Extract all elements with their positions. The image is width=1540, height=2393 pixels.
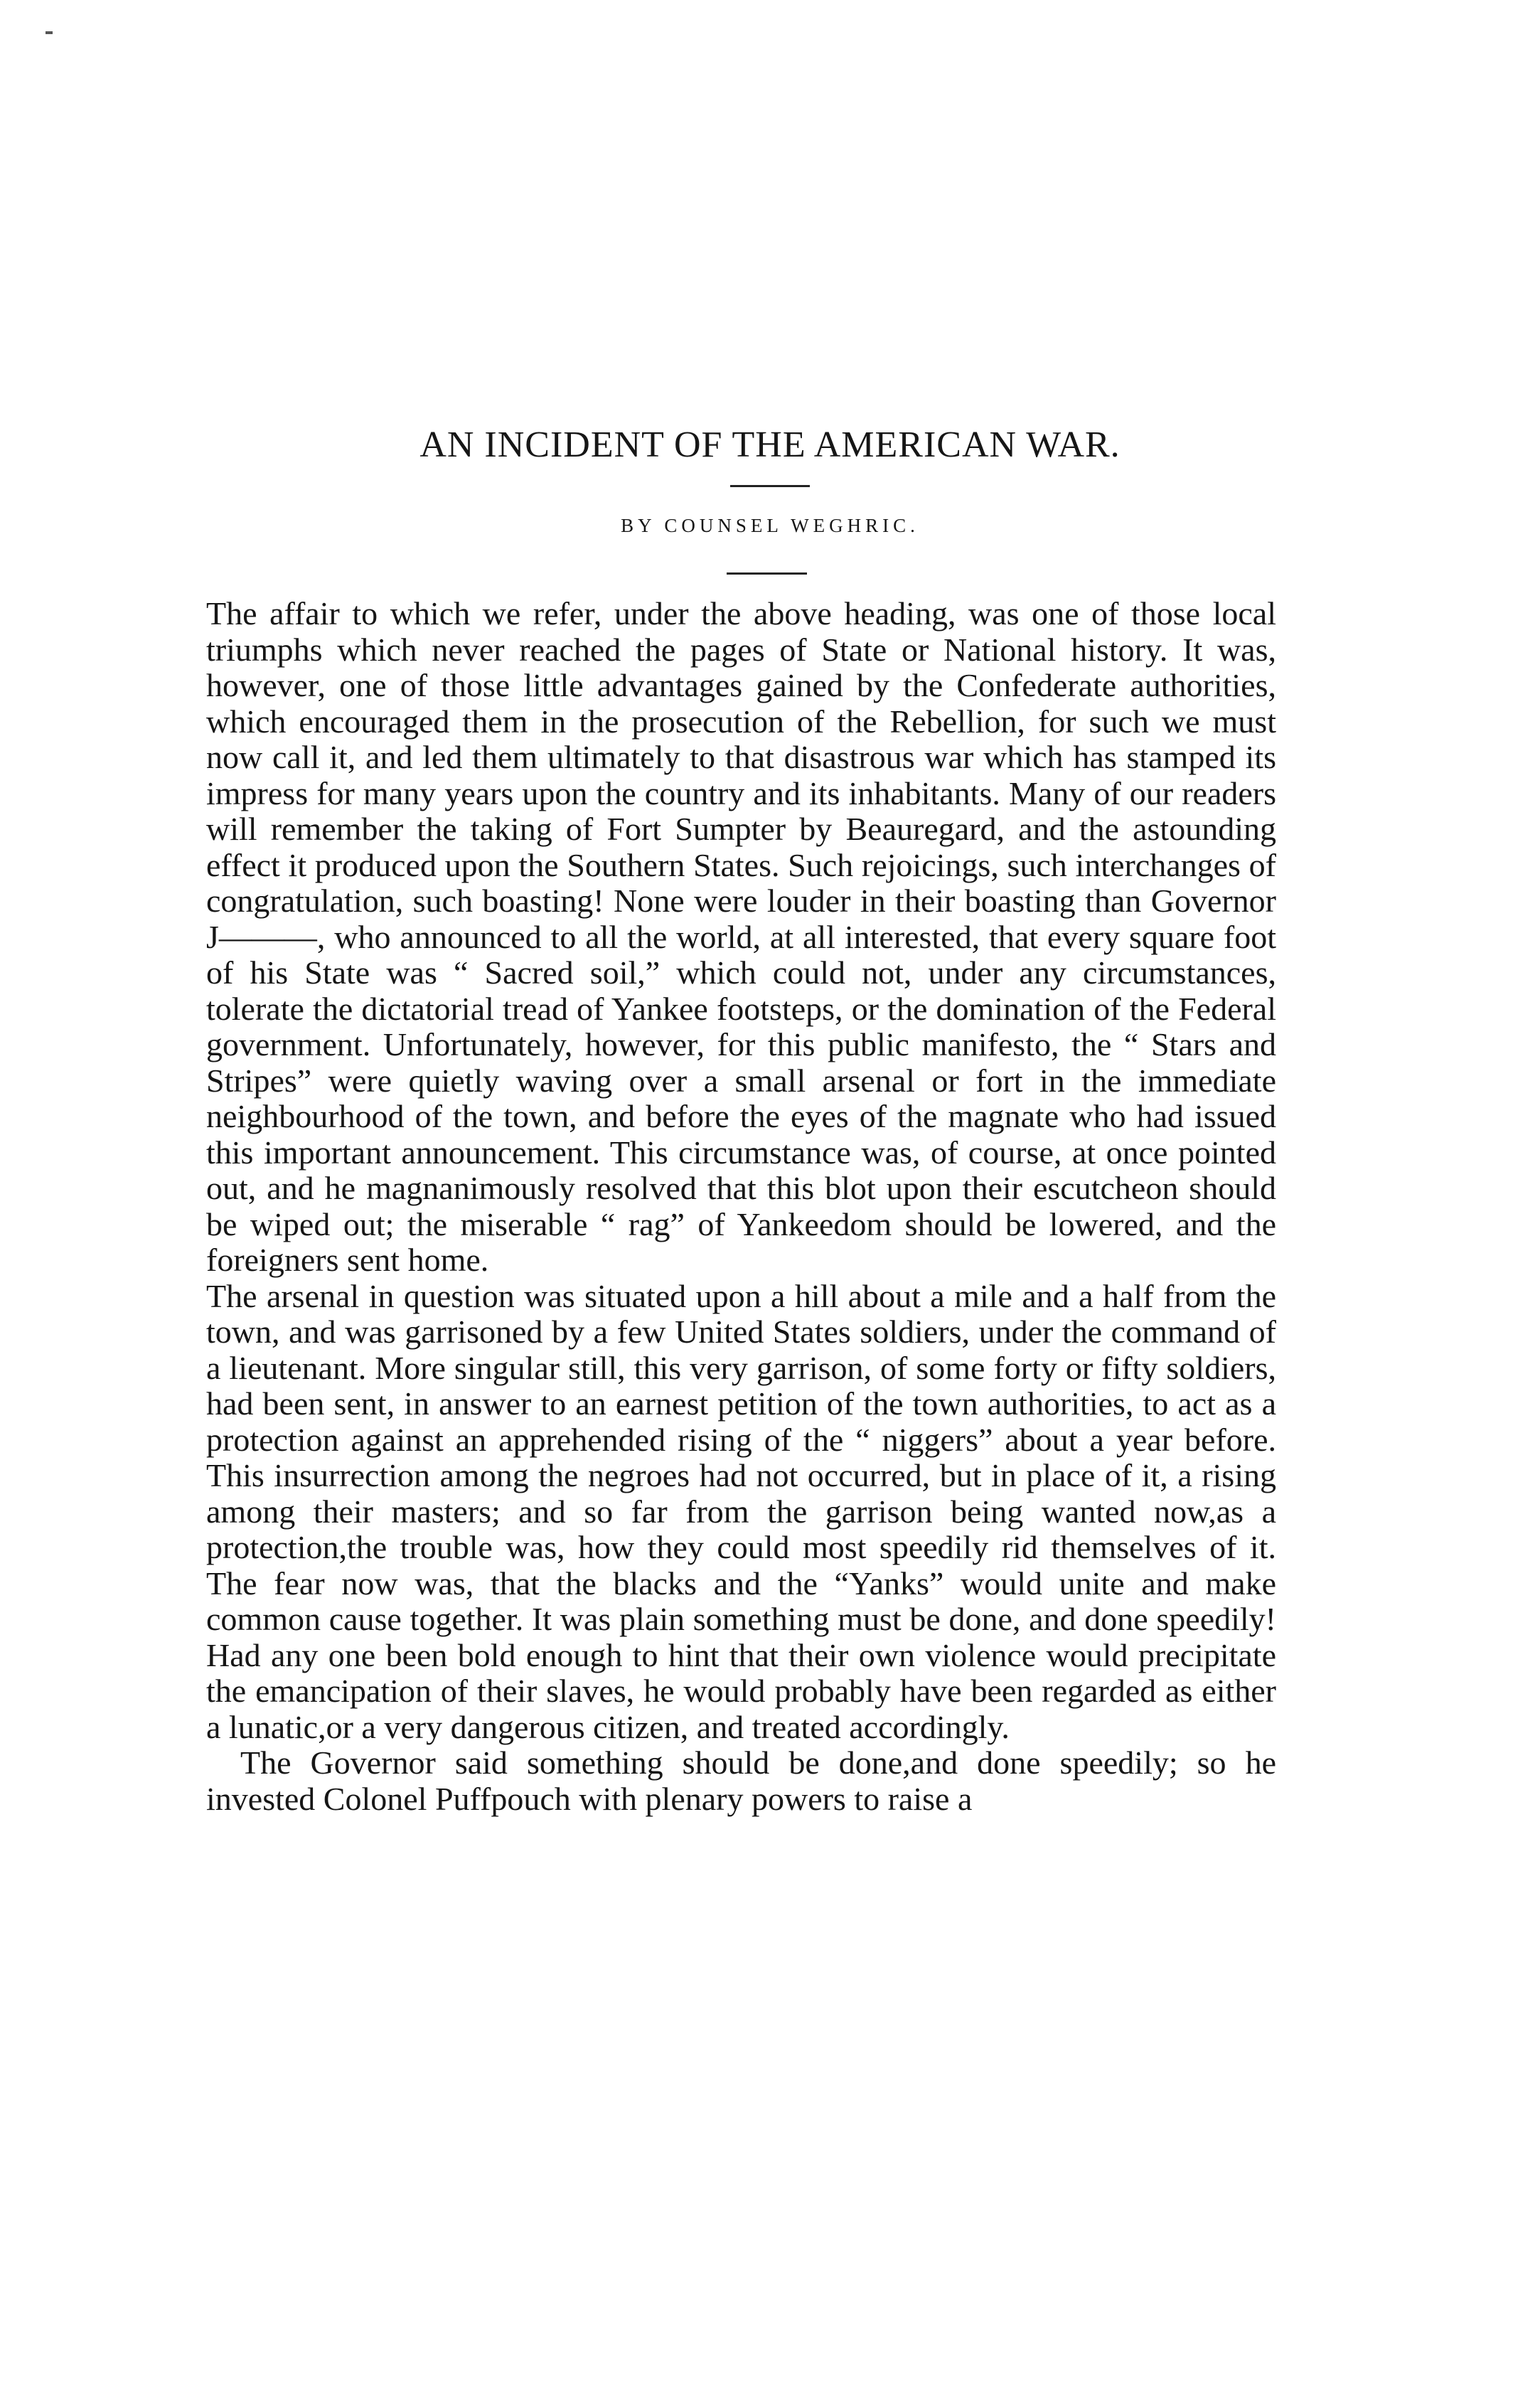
- title-rule: [730, 485, 810, 487]
- paragraph: The affair to which we refer, under the above heading, was one of those local triumphs which never reached the pages of State or National history. It was, however, one of those little advantages gained by the Confederate authorities, which encouraged them in the prosecution of the Rebellion, for such we must now call it, and led them ultimately to that disastrous war which has stamped its impress for many years upon the country and its inhabitants. Many of our readers will remember the taking of Fort Sumpter by Beauregard, and the astounding effect it produced upon the Southern States. Such rejoicings, such interchanges of congratulation, such boasting! None were louder in their boasting than Governor J———, who announced to all the world, at all interested, that every square foot of his State was “ Sacred soil,” which could not, under any circumstances, tolerate the dictatorial tread of Yankee footsteps, or the domination of the Federal government. Unfortunately, however, for this public manifesto, the “ Stars and Stripes” were quietly waving over a small arsenal or fort in the immediate neighbourhood of the town, and before the eyes of the magnate who had issued this important announcement. This circumstance was, of course, at once pointed out, and he magnanimously resolved that this blot upon their escutcheon should be wiped out; the miserable “ rag” of Yankeedom should be lowered, and the foreigners sent home.: [206, 595, 1276, 1278]
- paragraph: The Governor said something should be done,and done speedily; so he invested Colonel Puffpouch with plenary powers to raise a: [206, 1744, 1276, 1817]
- article-title: AN INCIDENT OF THE AMERICAN WAR.: [419, 425, 1121, 465]
- article-body: [206, 596, 1276, 1817]
- print-speck: [46, 31, 53, 34]
- byline-rule: [727, 572, 807, 575]
- paragraph: The arsenal in question was situated upon a hill about a mile and a half from the town, and was garrisoned by a few United States soldiers, under the command of a lieutenant. More singular still, this very garrison, of some forty or fifty soldiers, had been sent, in answer to an earnest petition of the town authorities, to act as a protection against an apprehended rising of the “ niggers” about a year before. This insurrection among the negroes had not occurred, but in place of it, a rising among their masters; and so far from the garrison being wanted now,as a protection,the trouble was, how they could most speedily rid themselves of it. The fear now was, that the blacks and the “Yanks” would unite and make common cause together. It was plain something must be done, and done speedily! Had any one been bold enough to hint that their own violence would precipitate the emancipation of their slaves, he would probably have been regarded as either a lunatic,or a very dangerous citizen, and treated accordingly.: [206, 1277, 1276, 1745]
- article-byline: BY COUNSEL WEGHRIC.: [621, 515, 919, 536]
